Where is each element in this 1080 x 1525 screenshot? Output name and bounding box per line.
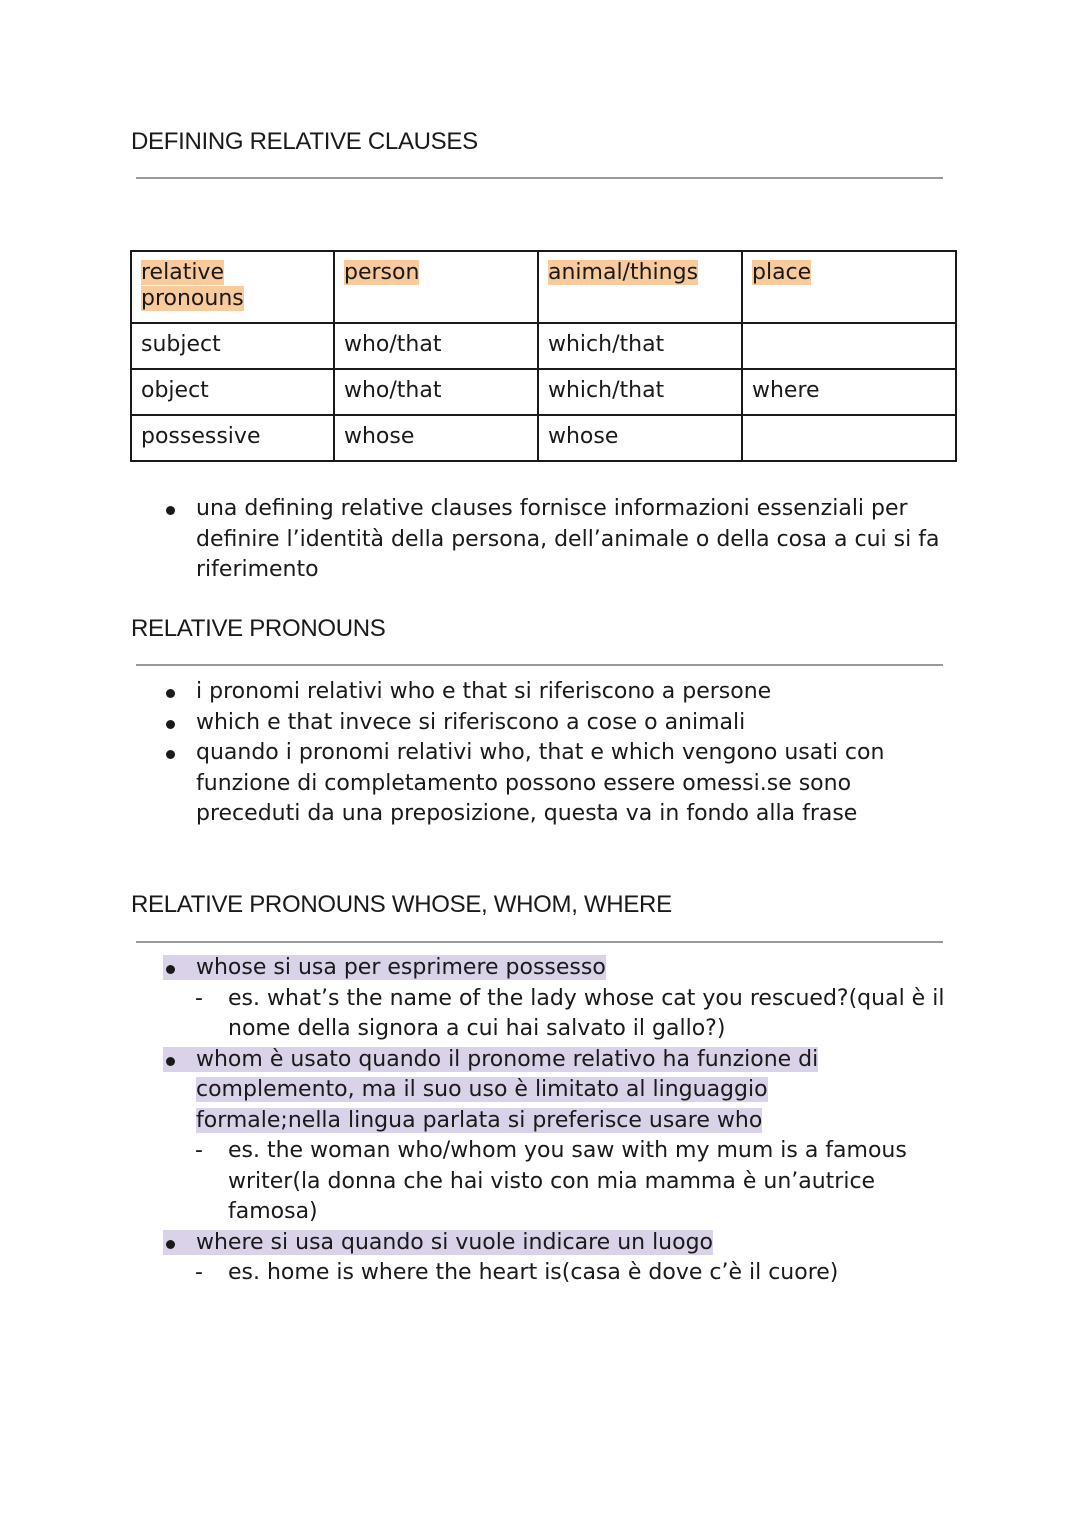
horizontal-rule [136,941,943,943]
example-text: es. home is where the heart is(casa è dove c’è il cuore) [228,1260,839,1285]
heading-defining-relative-clauses: DEFINING RELATIVE CLAUSES [131,128,478,155]
table-cell [742,323,956,369]
whose-whom-where-bullet-list [163,953,948,1289]
example-text: es. the woman who/whom you saw with my mum is a famous writer(la donna che hai visto con mia mamma è un’autrice famosa) [228,1138,907,1224]
bullet-icon [166,750,175,759]
bullet-icon [166,720,175,729]
dash-icon: - [195,1138,203,1163]
bullet-text: which e that invece si riferiscono a cose o animali [196,709,746,735]
bullet-text: where si usa quando si vuole indicare un luogo [196,1229,714,1255]
table-row [131,415,956,461]
bullet-icon [166,506,175,515]
bullet-icon [166,1057,175,1066]
definition-bullet-list [163,494,943,586]
table-cell: where [742,369,956,415]
horizontal-rule [136,664,943,666]
table-cell: possessive [131,415,334,461]
table-cell: whose [334,415,538,461]
table-row [131,323,956,369]
example-item [163,1258,948,1289]
bullet-text: whom è usato quando il pronome relativo ha funzione di complemento, ma il suo uso è limitato al linguaggio formale;nella lingua parlata si preferisce usare who [196,1046,819,1133]
bullet-icon [166,1240,175,1249]
example-item [163,1136,948,1228]
table-cell: which/that [538,323,742,369]
table-header-cell [334,251,538,323]
bullet-text: i pronomi relativi who e that si riferiscono a persone [196,679,772,704]
bullet-text: quando i pronomi relativi who, that e which vengono usati con funzione di completamento possono essere omessi.se sono preceduti da una preposizione, questa va in fondo alla frase [196,740,885,826]
list-item [163,708,938,739]
list-item [163,738,938,830]
header-relative-pronouns: relative pronouns [141,260,244,311]
table-cell: whose [538,415,742,461]
table-cell: which/that [538,369,742,415]
relative-pronouns-table [130,250,957,462]
dash-icon: - [195,1260,203,1285]
heading-whose-whom-where: RELATIVE PRONOUNS WHOSE, WHOM, WHERE [131,891,672,918]
table-header-cell [538,251,742,323]
table-header-row [131,251,956,323]
list-item-whom [163,1045,907,1228]
example-list [163,1136,948,1228]
table-cell: who/that [334,369,538,415]
table-cell: object [131,369,334,415]
table-header-cell [131,251,334,323]
list-item-where [163,1228,948,1289]
example-list [163,1258,948,1289]
header-place: place [752,260,812,285]
relative-pronouns-bullet-list [163,677,938,830]
table-cell: subject [131,323,334,369]
bullet-icon [166,965,175,974]
list-item-whose [163,953,948,1045]
bullet-icon [166,689,175,698]
heading-relative-pronouns: RELATIVE PRONOUNS [131,615,386,642]
example-list [163,984,948,1045]
bullet-text: whose si usa per esprimere possesso [196,955,606,980]
bullet-text: una defining relative clauses fornisce informazioni essenziali per definire l’identità della persona, dell’animale o della cosa a cui si fa riferimento [196,496,940,582]
horizontal-rule [136,177,943,179]
table-cell: who/that [334,323,538,369]
example-item [163,984,948,1045]
list-item [163,494,943,586]
example-text: es. what’s the name of the lady whose cat you rescued?(qual è il nome della signora a cui hai salvato il gallo?) [228,985,945,1041]
header-person: person [344,260,420,285]
table-header-cell [742,251,956,323]
header-animal-things: animal/things [548,260,699,285]
list-item [163,677,938,708]
dash-icon: - [195,985,203,1011]
table-row [131,369,956,415]
table-cell [742,415,956,461]
